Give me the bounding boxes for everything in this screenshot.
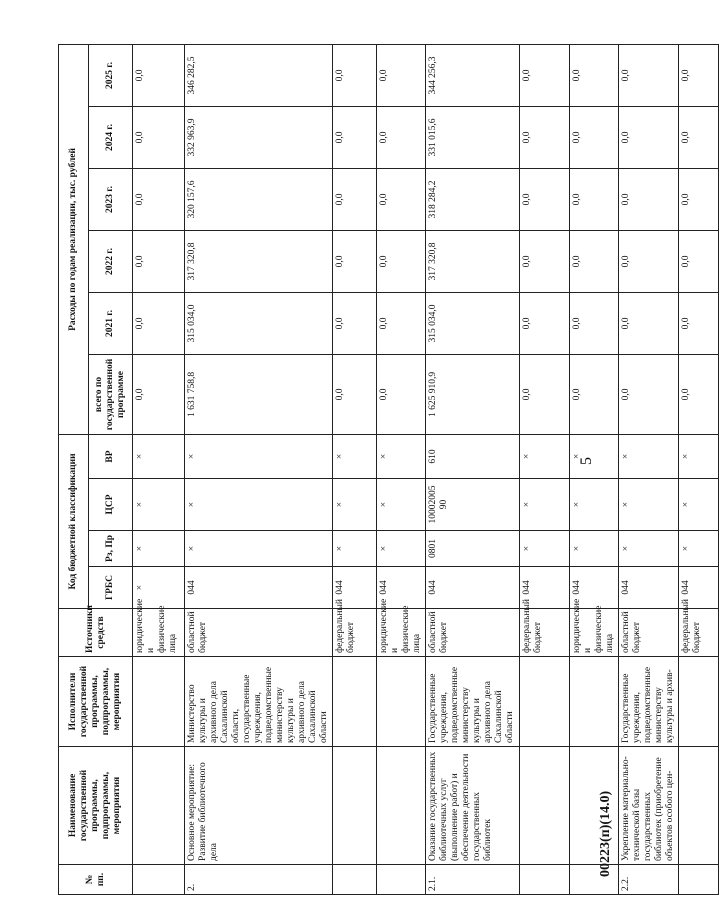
cell-name: Укрепление материально-технической базы государственных библиотек (приобретение объектов особого цен-	[619, 747, 679, 865]
cell-no	[520, 865, 570, 895]
table-row	[133, 44, 185, 894]
cell-y2023: 0,0	[520, 168, 570, 230]
header-executor: Исполнители государственной программы, подпрограммы, мероприятия	[59, 657, 133, 747]
cell-y2025: 0,0	[679, 44, 719, 106]
cell-csr: 10002005 90	[426, 479, 520, 531]
cell-total: 0,0	[679, 354, 719, 434]
cell-no: 2.2.	[619, 865, 679, 895]
cell-source: юридические и физические лица	[133, 609, 185, 657]
cell-y2025: 0,0	[333, 44, 377, 106]
table-row	[333, 44, 377, 894]
cell-y2023: 0,0	[133, 168, 185, 230]
cell-total: 1 631 758,8	[185, 354, 333, 434]
cell-csr: ×	[679, 479, 719, 531]
cell-y2024: 0,0	[377, 106, 426, 168]
header-rzpr: Рз, Пр	[89, 531, 133, 567]
cell-source: юридические и физические лица	[377, 609, 426, 657]
cell-y2022: 0,0	[679, 230, 719, 292]
table-body	[133, 44, 719, 894]
cell-executor	[570, 657, 619, 747]
cell-source: областной бюджет	[426, 609, 520, 657]
table-row	[570, 44, 619, 894]
cell-executor	[333, 657, 377, 747]
cell-vr: ×	[619, 434, 679, 478]
cell-no: 2.	[185, 865, 333, 895]
cell-y2025: 346 282,5	[185, 44, 333, 106]
cell-vr: ×	[377, 434, 426, 478]
cell-y2025: 344 256,3	[426, 44, 520, 106]
cell-y2021: 315 034,0	[185, 292, 333, 354]
table-row	[377, 44, 426, 894]
cell-rzpr: 0801	[426, 531, 520, 567]
cell-rzpr: ×	[520, 531, 570, 567]
cell-y2021: 0,0	[619, 292, 679, 354]
cell-name	[520, 747, 570, 865]
cell-vr: ×	[333, 434, 377, 478]
cell-y2024: 0,0	[520, 106, 570, 168]
cell-name: Основное мероприятие: Развитие библиотечного дела	[185, 747, 333, 865]
cell-grbs: 044	[426, 567, 520, 609]
cell-rzpr: ×	[570, 531, 619, 567]
cell-rzpr: ×	[679, 531, 719, 567]
cell-y2025: 0,0	[133, 44, 185, 106]
cell-csr: ×	[377, 479, 426, 531]
cell-y2024: 0,0	[619, 106, 679, 168]
header-year-2025: 2025 г.	[89, 44, 133, 106]
cell-name	[133, 747, 185, 865]
cell-y2024: 331 015,6	[426, 106, 520, 168]
cell-y2023: 0,0	[570, 168, 619, 230]
cell-y2025: 0,0	[619, 44, 679, 106]
cell-csr: ×	[570, 479, 619, 531]
cell-y2022: 317 320,8	[185, 230, 333, 292]
cell-csr: ×	[520, 479, 570, 531]
cell-name	[377, 747, 426, 865]
form-code: 00223(п)(14.0)	[598, 790, 613, 877]
cell-source: федеральный бюджет	[679, 609, 719, 657]
cell-vr: ×	[185, 434, 333, 478]
budget-table	[58, 44, 719, 895]
cell-grbs: 044	[520, 567, 570, 609]
cell-y2022: 0,0	[570, 230, 619, 292]
cell-rzpr: ×	[619, 531, 679, 567]
cell-y2024: 0,0	[333, 106, 377, 168]
header-source: Источники средств	[59, 609, 133, 657]
cell-csr: ×	[133, 479, 185, 531]
cell-y2024: 0,0	[679, 106, 719, 168]
table-row	[185, 44, 333, 894]
header-year-2024: 2024 г.	[89, 106, 133, 168]
cell-name	[679, 747, 719, 865]
cell-vr: 610	[426, 434, 520, 478]
cell-y2021: 0,0	[377, 292, 426, 354]
cell-rzpr: ×	[133, 531, 185, 567]
cell-y2023: 0,0	[679, 168, 719, 230]
cell-y2024: 332 963,9	[185, 106, 333, 168]
cell-executor	[679, 657, 719, 747]
header-total: всего по государственной программе	[89, 354, 133, 434]
cell-csr: ×	[185, 479, 333, 531]
header-budget-code: Код бюджетной классификации	[59, 434, 89, 608]
cell-y2023: 0,0	[619, 168, 679, 230]
cell-executor	[377, 657, 426, 747]
cell-executor: Государственные учреждения, подведомственные министерству культуры и архивного дела Сахалинской области	[426, 657, 520, 747]
cell-rzpr: ×	[333, 531, 377, 567]
cell-executor	[133, 657, 185, 747]
cell-source: федеральный бюджет	[333, 609, 377, 657]
cell-csr: ×	[333, 479, 377, 531]
cell-rzpr: ×	[185, 531, 333, 567]
cell-rzpr: ×	[377, 531, 426, 567]
cell-csr: ×	[619, 479, 679, 531]
cell-total: 0,0	[570, 354, 619, 434]
cell-y2024: 0,0	[133, 106, 185, 168]
cell-vr: ×	[133, 434, 185, 478]
cell-y2022: 317 320,8	[426, 230, 520, 292]
cell-no	[679, 865, 719, 895]
cell-y2021: 0,0	[133, 292, 185, 354]
cell-executor: Государственные учреждения, подведомственные министерству культуры и архив-	[619, 657, 679, 747]
cell-total: 1 625 910,9	[426, 354, 520, 434]
header-grbs: ГРБС	[89, 567, 133, 609]
cell-no	[377, 865, 426, 895]
cell-y2023: 318 284,2	[426, 168, 520, 230]
cell-no	[333, 865, 377, 895]
cell-y2023: 320 157,6	[185, 168, 333, 230]
cell-vr: ×	[679, 434, 719, 478]
cell-y2022: 0,0	[377, 230, 426, 292]
cell-y2021: 0,0	[520, 292, 570, 354]
header-vr: ВР	[89, 434, 133, 478]
table-row	[679, 44, 719, 894]
cell-y2022: 0,0	[133, 230, 185, 292]
header-csr: ЦСР	[89, 479, 133, 531]
cell-source: областной бюджет	[619, 609, 679, 657]
cell-grbs: ×	[133, 567, 185, 609]
cell-y2023: 0,0	[333, 168, 377, 230]
cell-executor	[520, 657, 570, 747]
table-row	[520, 44, 570, 894]
header-name: Наименование государственной программы, подпрограммы, мероприятия	[59, 747, 133, 865]
cell-source: юридические и физические лица	[570, 609, 619, 657]
cell-y2021: 315 034,0	[426, 292, 520, 354]
cell-vr: ×	[570, 434, 619, 478]
cell-y2022: 0,0	[333, 230, 377, 292]
cell-grbs: 044	[377, 567, 426, 609]
header-year-2023: 2023 г.	[89, 168, 133, 230]
cell-grbs: 044	[619, 567, 679, 609]
header-year-2022: 2022 г.	[89, 230, 133, 292]
cell-total: 0,0	[333, 354, 377, 434]
cell-grbs: 044	[570, 567, 619, 609]
cell-source: областной бюджет	[185, 609, 333, 657]
header-expenses: Расходы по годам реализации, тыс. рублей	[59, 44, 89, 434]
cell-y2025: 0,0	[520, 44, 570, 106]
header-year-2021: 2021 г.	[89, 292, 133, 354]
cell-source: федеральный бюджет	[520, 609, 570, 657]
cell-no: 2.1.	[426, 865, 520, 895]
header-no: № пп.	[59, 865, 133, 895]
cell-name	[333, 747, 377, 865]
cell-y2022: 0,0	[520, 230, 570, 292]
cell-total: 0,0	[377, 354, 426, 434]
cell-y2025: 0,0	[570, 44, 619, 106]
cell-total: 0,0	[619, 354, 679, 434]
cell-name: Оказание государственных библиотечных услуг (выполнение работ) и обеспечение деятельности государственных библиотек	[426, 747, 520, 865]
cell-executor: Министерство культуры и архивного дела Сахалинской области, государственные учреждения, подведомственные министерству культуры и архивного дела Сахалинской области	[185, 657, 333, 747]
cell-grbs: 044	[185, 567, 333, 609]
cell-y2021: 0,0	[679, 292, 719, 354]
cell-total: 0,0	[133, 354, 185, 434]
cell-grbs: 044	[333, 567, 377, 609]
cell-no	[133, 865, 185, 895]
table-row	[619, 44, 679, 894]
cell-y2024: 0,0	[570, 106, 619, 168]
page-number: 5	[578, 457, 595, 465]
table-row	[426, 44, 520, 894]
cell-y2025: 0,0	[377, 44, 426, 106]
cell-y2022: 0,0	[619, 230, 679, 292]
cell-total: 0,0	[520, 354, 570, 434]
cell-y2023: 0,0	[377, 168, 426, 230]
cell-vr: ×	[520, 434, 570, 478]
cell-y2021: 0,0	[333, 292, 377, 354]
cell-y2021: 0,0	[570, 292, 619, 354]
cell-grbs: 044	[679, 567, 719, 609]
